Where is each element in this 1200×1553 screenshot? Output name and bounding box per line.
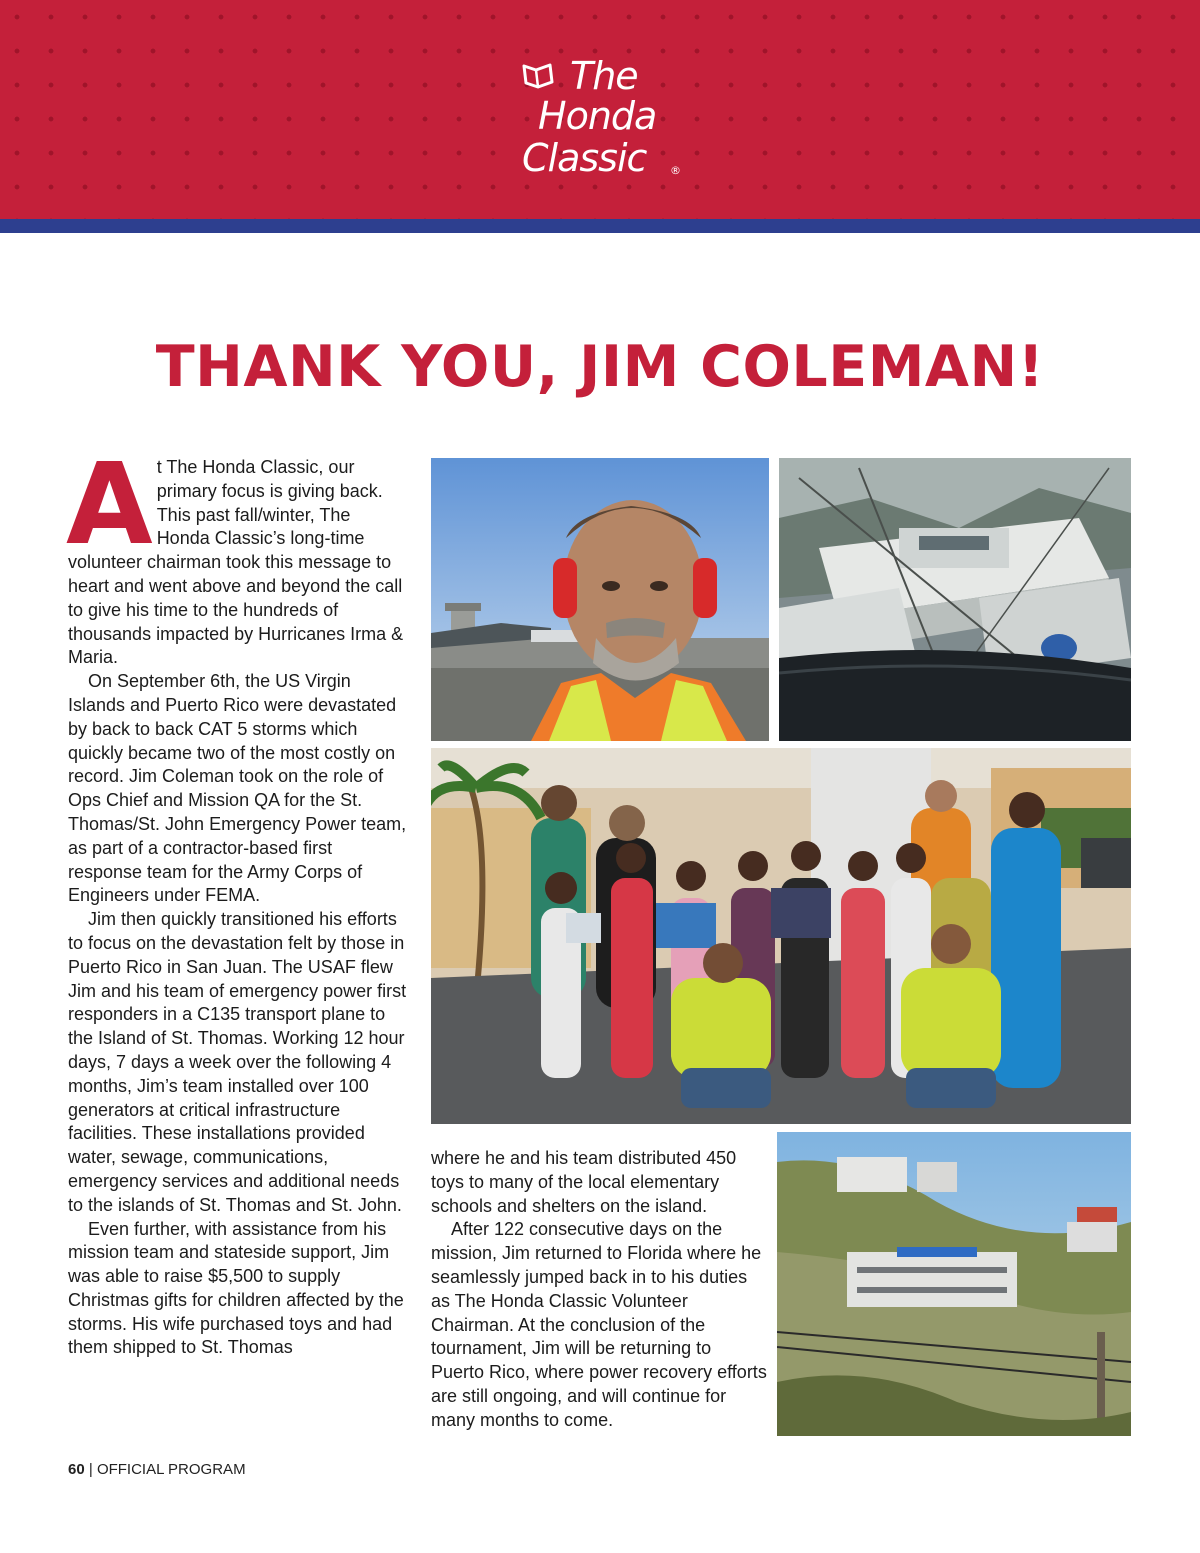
paragraph-gifts: Even further, with assistance from his mission team and stateside support, Jim was able to raise $5,500 to supply Christmas gifts for children affected by the storms. His wife purchased toys and had them shipped to St. Thomas [68,1218,404,1358]
header-stripe [0,219,1200,233]
text-column-right [431,1147,767,1433]
footer-separator: | [88,1461,93,1478]
text-column-left [66,440,408,1360]
logo-line1: The [570,54,638,98]
honda-classic-logo [520,52,690,182]
footer-label: OFFICIAL PROGRAM [96,1461,246,1478]
paragraph-puerto-rico: Jim then quickly transitioned his efforts to focus on the devastation felt by those in Puerto Rico in San Juan. The USAF flew Jim and his team of emergency power first responders in a C135 transport plane to the Island of St. Thomas. Working 12 hour days, 7 days a week over the following 4 months, Jim’s team installed over 100 generators at critical infrastructure facilities. These installations provided water, sewage, communications, emergency services and additional needs to the islands of St. Thomas and St. John. [68,909,407,1215]
logo-line3: Classic [522,136,647,180]
paragraph-intro-text: t The Honda Classic, our primary focus is giving back. This past fall/winter, The Honda Classic’s long-time volunteer chairman took this message to heart and went above and beyond the call to give his time to the hundreds of thousands impacted by Hurricanes Irma & Maria. [68,457,404,668]
paragraph-toys: where he and his team distributed 450 toys to many of the local elementary schools and shelters on the island. [431,1148,737,1216]
photo-hillside-houses [777,1132,1131,1436]
flag-icon [520,62,556,92]
paragraph-storms: On September 6th, the US Virgin Islands and Puerto Rico were devastated by back to back CAT 5 storms which quickly became two of the most costly on record. Jim Coleman took on the role of Ops Chief and Mission QA for the St. Thomas/St. John Emergency Power team, as part of a contractor-based first response team for the Army Corps of Engineers under FEMA. [68,671,407,906]
photo-jim-selfie [431,458,769,741]
drop-cap: A [66,440,153,570]
paragraph-intro [66,440,408,670]
photo-group-toys [431,748,1131,1124]
article-title: THANK YOU, JIM COLEMAN! [155,334,1045,400]
photo-damaged-boats [779,458,1131,741]
page-number: 60 [68,1461,85,1478]
registered-mark: ® [670,164,681,177]
page-footer [68,1460,246,1480]
logo-line2: Honda [538,94,657,138]
paragraph-return: After 122 consecutive days on the mission, Jim returned to Florida where he seamlessly jumped back in to his duties as The Honda Classic Volunteer Chairman. At the conclusion of the tournament, Jim will be returning to Puerto Rico, where power recovery efforts are still ongoing, and will continue for many months to come. [431,1219,767,1430]
